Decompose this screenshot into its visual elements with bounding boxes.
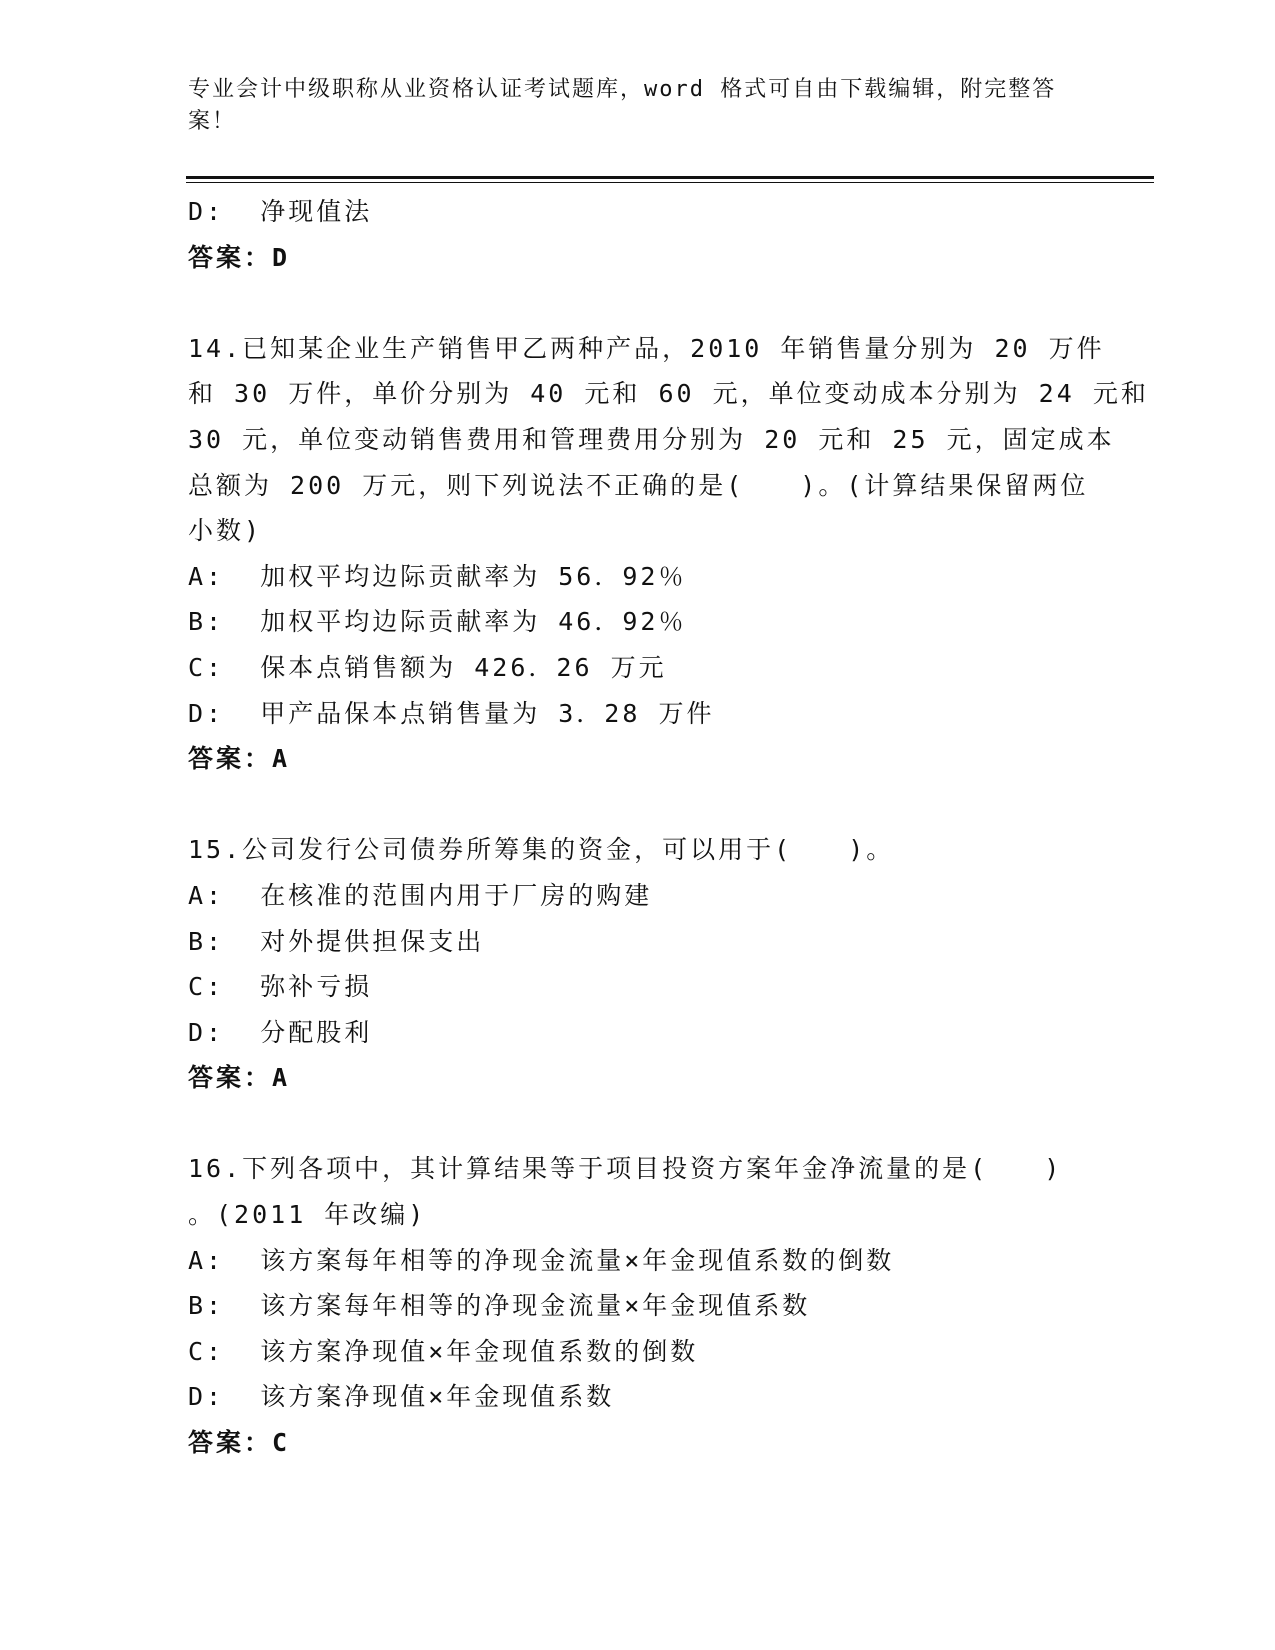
question-14 (188, 326, 1149, 782)
question-content (188, 189, 1149, 1466)
question-stem-line: 16.下列各项中，其计算结果等于项目投资方案年金净流量的是( ) (188, 1154, 1063, 1184)
option-b: B: 该方案每年相等的净现金流量×年金现值系数 (188, 1291, 811, 1321)
question-stem-line: 小数) (188, 516, 263, 546)
option-d: D: 分配股利 (188, 1017, 373, 1047)
header-line-1: 专业会计中级职称从业资格认证考试题库，word 格式可自由下载编辑，附完整答 (188, 77, 1057, 102)
page-header (188, 74, 1068, 138)
option-c: C: 弥补亏损 (188, 972, 373, 1002)
option-d: D: 甲产品保本点销售量为 3．28 万件 (188, 698, 715, 728)
question-stem-line: 15.公司发行公司债券所筹集的资金，可以用于( )。 (188, 835, 895, 865)
option-b: B: 加权平均边际贡献率为 46．92％ (188, 607, 687, 637)
question-16 (188, 1146, 1088, 1465)
question-stem-line: 总额为 200 万元，则下列说法不正确的是( )。(计算结果保留两位 (188, 470, 1089, 500)
option-a: A: 该方案每年相等的净现金流量×年金现值系数的倒数 (188, 1245, 895, 1275)
header-divider-thick (186, 176, 1154, 179)
header-divider-thin (186, 182, 1154, 183)
question-15 (188, 827, 1088, 1101)
prev-option-d: D: 净现值法 (188, 197, 373, 226)
option-b: B: 对外提供担保支出 (188, 926, 485, 956)
header-line-2: 案！ (188, 109, 237, 134)
prev-answer: 答案：D (188, 242, 291, 272)
question-stem-line: 和 30 万件，单价分别为 40 元和 60 元，单位变动成本分别为 24 元和 (188, 379, 1149, 409)
answer: 答案：A (188, 744, 291, 774)
answer: 答案：C (188, 1428, 291, 1458)
question-stem-line: 14.已知某企业生产销售甲乙两种产品，2010 年销售量分别为 20 万件 (188, 333, 1105, 363)
option-d: D: 该方案净现值×年金现值系数 (188, 1382, 615, 1412)
option-a: A: 加权平均边际贡献率为 56．92％ (188, 561, 687, 591)
option-c: C: 保本点销售额为 426．26 万元 (188, 652, 667, 682)
option-c: C: 该方案净现值×年金现值系数的倒数 (188, 1336, 699, 1366)
answer: 答案：A (188, 1063, 291, 1093)
question-stem-line: 。(2011 年改编) (188, 1200, 427, 1230)
spacer (188, 280, 1088, 326)
option-a: A: 在核准的范围内用于厂房的购建 (188, 880, 653, 910)
spacer (188, 1101, 1088, 1147)
spacer (188, 782, 1088, 828)
question-stem-line: 30 元，单位变动销售费用和管理费用分别为 20 元和 25 元，固定成本 (188, 424, 1115, 454)
